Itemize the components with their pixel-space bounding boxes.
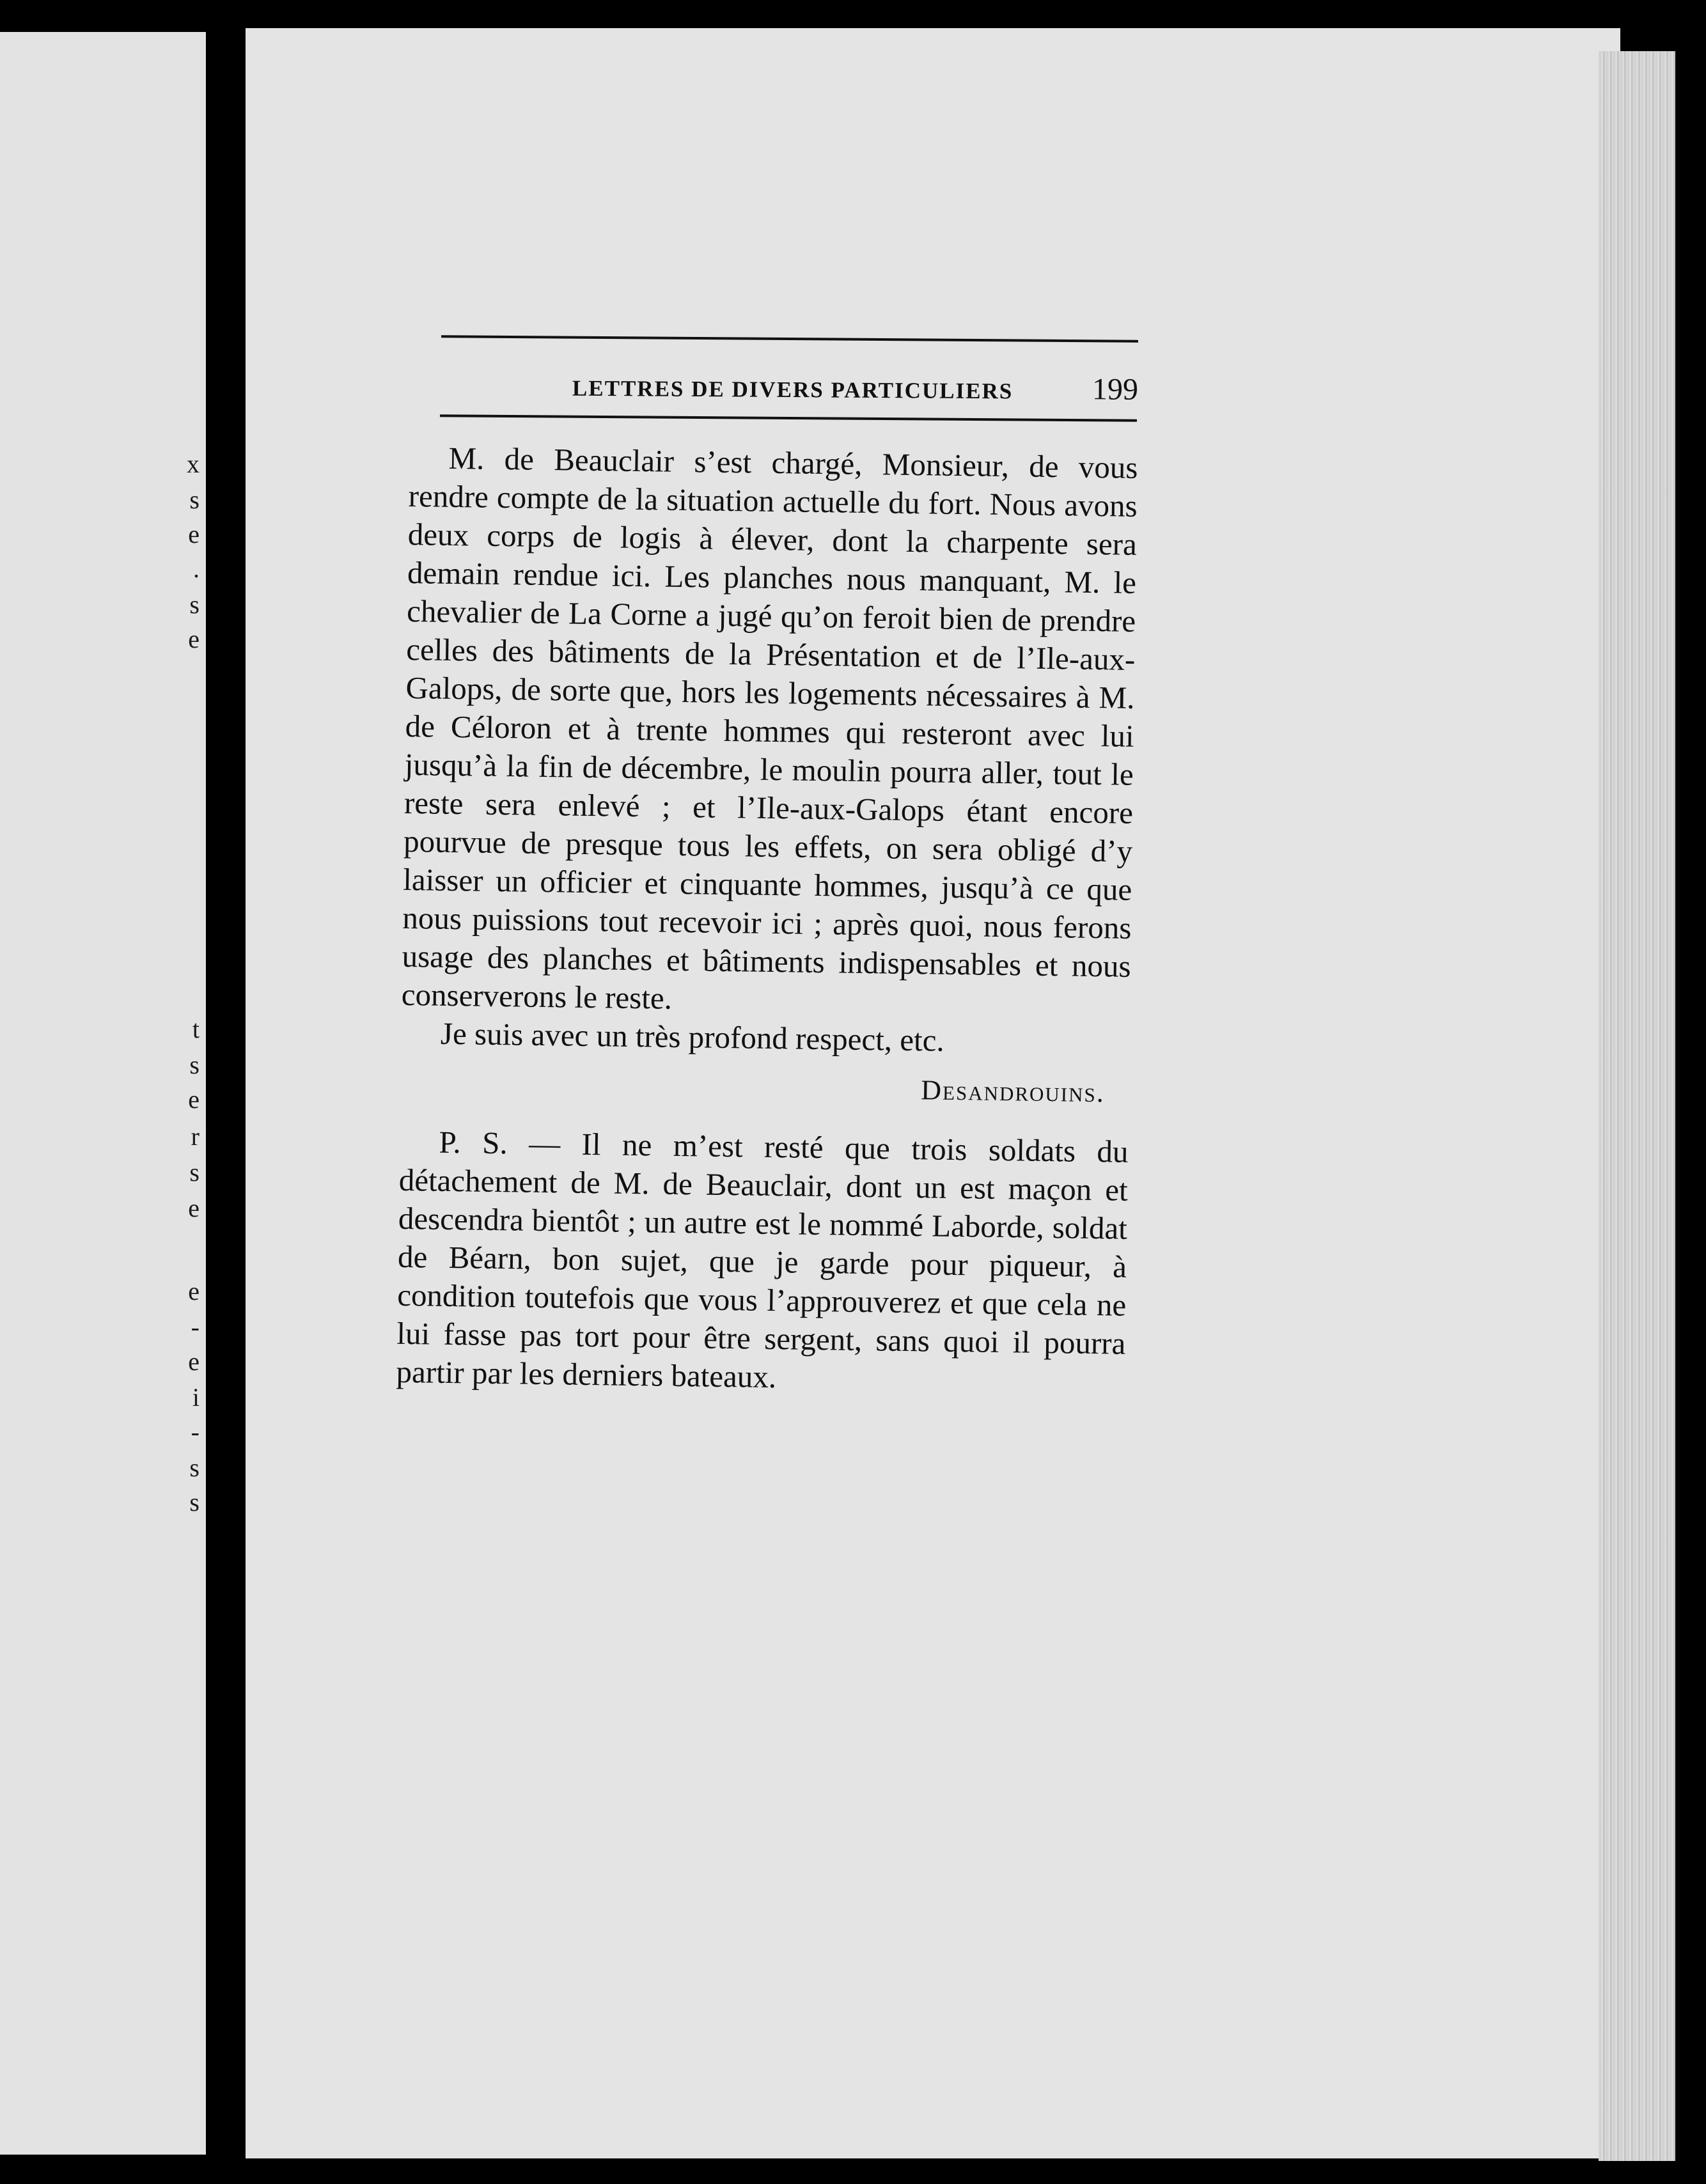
facing-page-glyph: s <box>189 590 200 619</box>
facing-page-glyph: x <box>187 449 200 478</box>
letter-paragraph: M. de Beauclair s’est chargé, Monsieur, de vous rendre compte de la situation actuelle du fort. Nous avons deux corps de logis à élever, dont la charpente sera demain rendue ici. Les planches nous manquant, M. le chevalier de La Corne a jugé qu’on feroit bien de prendre celles des bâtiments de la Présentation et de l’Ile-aux-Galops, de sorte que, hors les logements nécessaires à M. de Céloron et à trente hommes qui resteront avec lui jusqu’à la fin de décembre, le moulin pourra aller, tout le reste sera enlevé ; et l’Ile-aux-Galops étant encore pourvue de presque tous les effets, on sera obligé d’y laisser un officier et cinquante hommes, jusqu’à ce que nous puissions tout recevoir ici ; après quoi, nous ferons usage des planches et bâtiments indispensables et nous conserverons le reste. <box>401 440 1138 1016</box>
facing-page-glyph: r <box>191 1122 200 1151</box>
facing-page-glyph: - <box>191 1313 200 1341</box>
closing-line: Je suis avec un très profond respect, etc. <box>440 1015 945 1058</box>
body-text <box>396 439 1138 1401</box>
facing-page-fragment <box>0 32 206 2155</box>
facing-page-glyph: s <box>189 1158 200 1187</box>
facing-page-glyph: e <box>188 1085 200 1114</box>
facing-page-glyph: e <box>188 1194 200 1222</box>
postscript: P. S. — Il ne m’est resté que trois soldats du détachement de M. de Beauclair, dont un est maçon et descendra bientôt ; un autre est le nommé Laborde, soldat de Béarn, bon sujet, que je garde pour piqueur, à condition toutefois que vous l’approuverez et que cela ne lui fasse pas tort pour être sergent, sans quoi il pourra partir par les derniers bateaux. <box>396 1124 1129 1395</box>
facing-page-glyph: s <box>189 1453 200 1482</box>
facing-page-glyph: t <box>192 1015 200 1043</box>
signature: Desandrouins. <box>920 1074 1106 1109</box>
facing-page-glyph: e <box>188 1277 200 1306</box>
facing-page-glyph: s <box>189 1050 200 1079</box>
facing-page-glyph: s <box>189 485 200 514</box>
facing-page-glyph: e <box>188 625 200 653</box>
facing-page-glyph: . <box>193 554 200 583</box>
running-head <box>441 368 1138 412</box>
scan-margin-right <box>1675 0 1706 2184</box>
facing-page-glyph: s <box>189 1488 200 1517</box>
page-number: 199 <box>1092 372 1139 407</box>
book-gutter <box>206 26 244 2161</box>
facing-page-glyph: e <box>188 1347 200 1376</box>
facing-page-glyph: e <box>188 520 200 549</box>
facing-page-glyph: - <box>191 1417 200 1446</box>
page-edge-stack <box>1599 51 1675 2161</box>
facing-page-glyph: i <box>192 1383 200 1412</box>
running-title: LETTRES DE DIVERS PARTICULIERS <box>572 375 1013 404</box>
